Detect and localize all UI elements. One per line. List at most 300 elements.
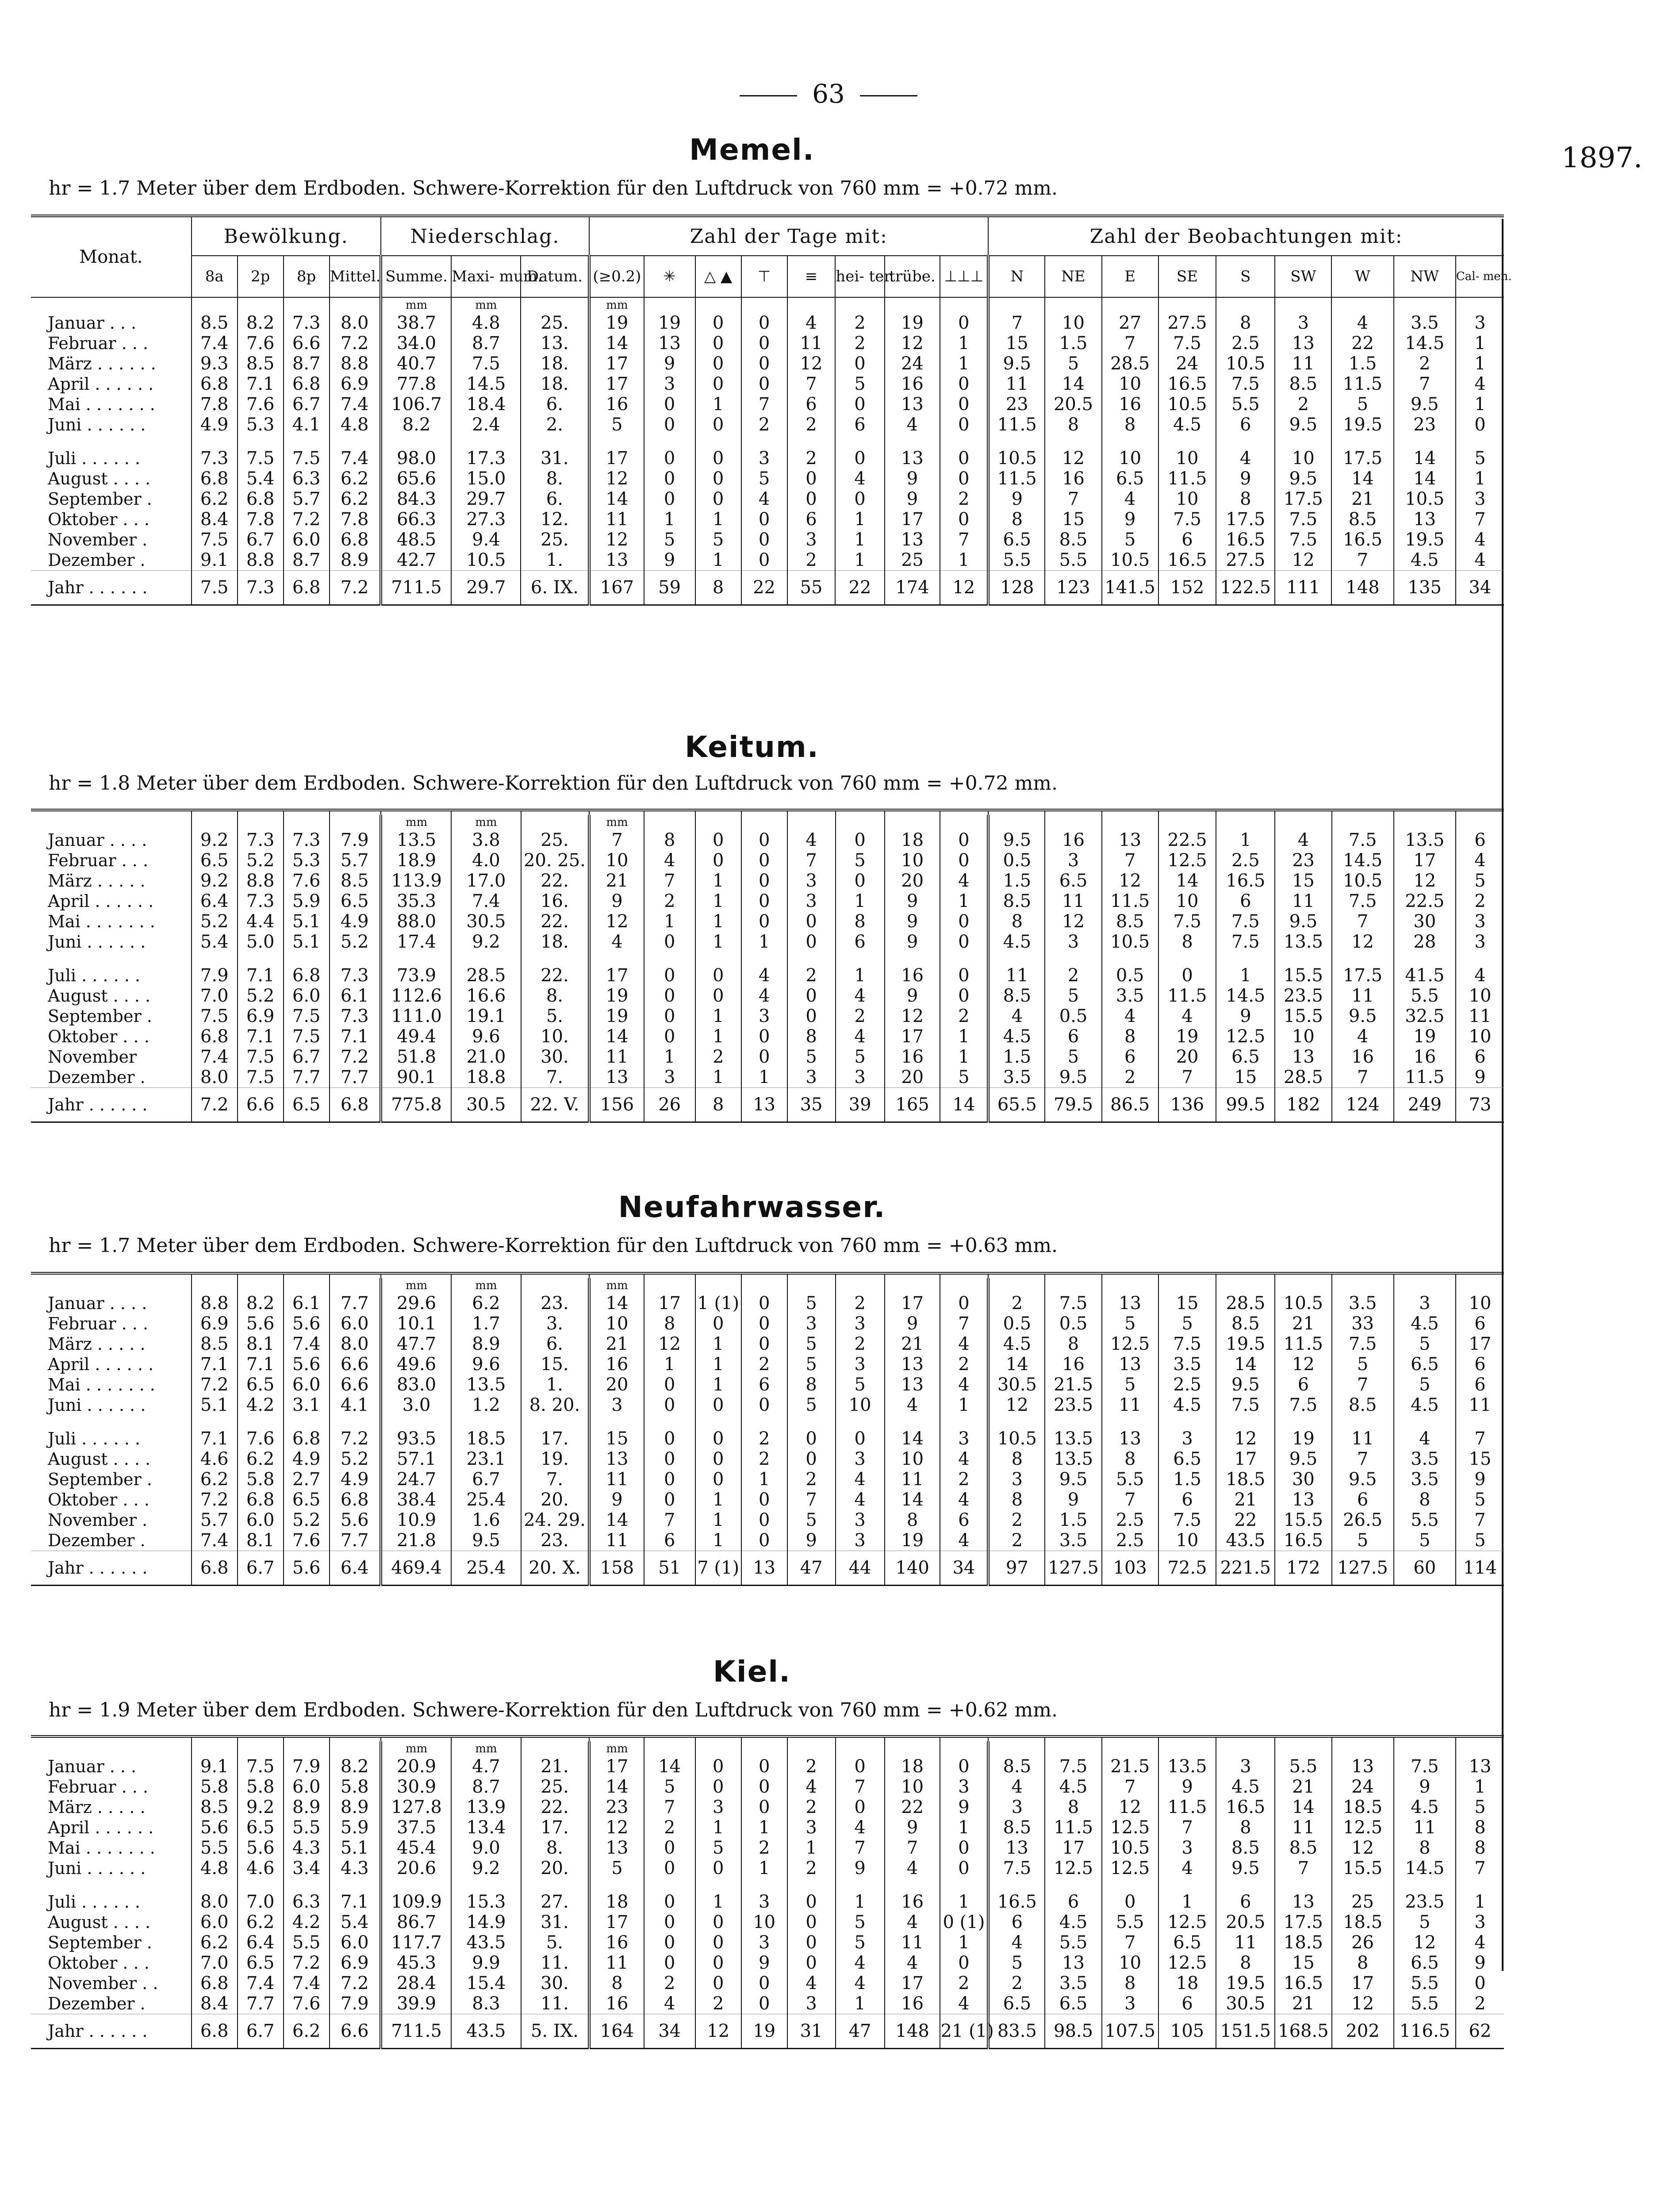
value-cell: 4 <box>940 1449 988 1469</box>
value-cell: 49.6 <box>381 1354 452 1375</box>
value-cell: 10.5 <box>1394 489 1456 509</box>
value-cell: 12 <box>589 530 644 550</box>
value-cell: 14.5 <box>1394 333 1456 353</box>
value-cell: 3 <box>1045 932 1101 952</box>
value-cell: 7.6 <box>238 333 284 353</box>
value-cell: 22.5 <box>1158 830 1216 850</box>
value-cell: 7 <box>1102 333 1158 353</box>
value-cell: 72.5 <box>1158 1551 1216 1586</box>
value-cell: 15.0 <box>451 469 521 489</box>
value-cell: 8.4 <box>192 509 238 530</box>
month-row <box>31 1375 1504 1395</box>
spacer-cell <box>330 1415 381 1429</box>
value-cell: 3 <box>988 1469 1045 1490</box>
value-cell: 9 <box>885 469 940 489</box>
value-cell: 0 <box>940 394 988 415</box>
value-cell: 8 <box>1332 1953 1394 1973</box>
value-cell: 27 <box>1102 313 1158 333</box>
value-cell: 148 <box>1331 571 1393 605</box>
value-cell: 0 <box>835 394 884 415</box>
value-cell: 6.6 <box>330 2014 381 2049</box>
value-cell: 5.8 <box>330 1777 381 1797</box>
value-cell: 1 <box>940 1892 988 1912</box>
value-cell: 136 <box>1158 1088 1216 1122</box>
value-cell: 19.5 <box>1331 415 1393 435</box>
value-cell: 2 <box>787 415 836 435</box>
header-wind-nw: NW <box>1394 256 1456 297</box>
value-cell: 0 <box>644 1932 695 1953</box>
value-cell: 0 <box>644 394 695 415</box>
value-cell: 6.0 <box>238 1510 284 1530</box>
value-cell: 2 <box>1102 1067 1158 1088</box>
value-cell: 1.5 <box>988 871 1045 891</box>
value-cell: 0 <box>695 830 741 850</box>
value-cell: 167 <box>589 571 644 605</box>
spacer-cell <box>1158 435 1216 448</box>
value-cell: 0 <box>787 1429 836 1449</box>
value-cell: 12.5 <box>1216 1026 1275 1047</box>
value-cell: 23 <box>1275 850 1331 871</box>
value-cell: 34 <box>644 2014 695 2049</box>
value-cell: 3.0 <box>381 1395 452 1415</box>
value-cell: 0 <box>940 469 988 489</box>
value-cell: 35 <box>787 1088 836 1122</box>
value-cell: 12 <box>589 1817 644 1838</box>
value-cell: 6.2 <box>238 1449 284 1469</box>
unit-cell <box>330 1278 381 1293</box>
value-cell: 16 <box>1045 1354 1101 1375</box>
value-cell: 3 <box>836 1313 885 1334</box>
value-cell: 20.5 <box>1216 1912 1275 1932</box>
header-wind-sw: SW <box>1275 256 1331 297</box>
spacer-cell <box>1456 1878 1504 1892</box>
value-cell: 8 <box>988 1449 1045 1469</box>
value-cell: 5 <box>1394 1375 1456 1395</box>
spacer-cell <box>988 952 1045 965</box>
value-cell: 3 <box>836 1449 885 1469</box>
value-cell: 174 <box>885 571 940 605</box>
value-cell: 0 <box>644 415 695 435</box>
value-cell: 3 <box>1102 1993 1158 2014</box>
header-rule <box>695 1736 741 1741</box>
spacer-cell <box>330 1878 381 1892</box>
value-cell: 6.5 <box>988 1993 1045 2014</box>
value-cell: 2 <box>988 1510 1045 1530</box>
value-cell: 7.5 <box>1275 1395 1331 1415</box>
unit-cell: mm <box>381 815 452 830</box>
value-cell: 3 <box>1216 1756 1275 1777</box>
value-cell: 7.5 <box>284 1006 330 1026</box>
value-cell: 20.9 <box>381 1756 452 1777</box>
unit-cell: mm <box>451 1278 521 1293</box>
value-cell: 0 <box>695 986 741 1006</box>
header-rule <box>885 1736 940 1741</box>
value-cell: 7.9 <box>330 830 381 850</box>
value-cell: 19.5 <box>1216 1334 1275 1354</box>
value-cell: 8 <box>787 1026 836 1047</box>
month-row <box>31 313 1504 333</box>
value-cell: 6.0 <box>330 1932 381 1953</box>
unit-cell <box>192 297 238 313</box>
spacer-cell <box>284 952 330 965</box>
value-cell: 6.8 <box>330 530 381 550</box>
value-cell: 43.5 <box>1216 1530 1275 1551</box>
value-cell: 8.2 <box>381 415 452 435</box>
value-cell: 4 <box>787 1777 836 1797</box>
spacer-cell <box>1216 435 1275 448</box>
month-label: September . <box>48 489 152 509</box>
month-row <box>31 374 1504 394</box>
value-cell: 7.7 <box>284 1067 330 1088</box>
value-cell: 19. <box>521 1449 590 1469</box>
value-cell: 25 <box>1332 1892 1394 1912</box>
value-cell: 6.0 <box>284 986 330 1006</box>
value-cell: 25. <box>521 530 589 550</box>
value-cell: 14 <box>589 333 644 353</box>
value-cell: 13 <box>741 1088 787 1122</box>
spacer-cell <box>1332 952 1394 965</box>
value-cell: 11.5 <box>1158 1797 1216 1817</box>
value-cell: 13 <box>885 1354 940 1375</box>
value-cell: 5 <box>1394 1334 1456 1354</box>
header-rule <box>192 1273 238 1278</box>
value-cell: 14 <box>589 1777 644 1797</box>
value-cell: 12 <box>1332 1838 1394 1858</box>
value-cell: 7.5 <box>1158 509 1216 530</box>
station-table <box>31 1272 1504 1586</box>
spacer-cell <box>1456 1415 1504 1429</box>
spacer-cell <box>589 435 644 448</box>
value-cell: 8.7 <box>451 333 521 353</box>
value-cell: 28.5 <box>1275 1067 1331 1088</box>
value-cell: 5 <box>1102 1375 1158 1395</box>
spacer-cell <box>192 1415 238 1429</box>
unit-cell <box>192 1278 238 1293</box>
value-cell: 12 <box>1045 911 1101 932</box>
station-table <box>31 809 1504 1123</box>
spacer-cell <box>192 1878 238 1892</box>
value-cell: 17 <box>885 509 940 530</box>
unit-cell <box>1456 297 1504 313</box>
month-row <box>31 1932 1504 1953</box>
value-cell: 16 <box>589 1993 644 2014</box>
value-cell: 16 <box>885 1993 940 2014</box>
value-cell: 18. <box>521 353 589 374</box>
value-cell: 5.2 <box>330 1449 381 1469</box>
value-cell: 11. <box>521 1953 590 1973</box>
value-cell: 156 <box>589 1088 644 1122</box>
value-cell: 13 <box>1102 1293 1158 1313</box>
value-cell: 8 <box>695 571 741 605</box>
value-cell: 2.4 <box>451 415 521 435</box>
month-row <box>31 1817 1504 1838</box>
value-cell: 4 <box>741 489 787 509</box>
value-cell: 24. 29. <box>521 1510 590 1530</box>
unit-cell <box>284 815 330 830</box>
value-cell: 8.0 <box>192 1892 238 1912</box>
value-cell: 1.5 <box>988 1047 1045 1067</box>
value-cell: 13 <box>741 1551 787 1586</box>
value-cell: 1 <box>695 911 741 932</box>
value-cell: 9 <box>1216 1006 1275 1026</box>
value-cell: 5.1 <box>284 911 330 932</box>
month-label: März . . . . . <box>48 1334 146 1354</box>
month-label: März . . . . . <box>48 871 146 891</box>
value-cell: 20. <box>521 1490 590 1510</box>
value-cell: 13 <box>1332 1756 1394 1777</box>
value-cell: 11 <box>1394 1817 1456 1838</box>
value-cell: 1 <box>741 1469 787 1490</box>
value-cell: 7.1 <box>238 1354 284 1375</box>
value-cell: 3 <box>1394 1293 1456 1313</box>
spacer-cell <box>787 1415 836 1429</box>
value-cell: 7.2 <box>284 1953 330 1973</box>
header-datum: Datum. <box>521 256 589 297</box>
value-cell: 18.4 <box>451 394 521 415</box>
value-cell: 0 <box>741 1797 787 1817</box>
value-cell: 17 <box>885 1973 940 1993</box>
value-cell: 8.5 <box>1332 1395 1394 1415</box>
value-cell: 16.5 <box>1216 530 1275 550</box>
value-cell: 1. <box>521 550 589 571</box>
value-cell: 9 <box>589 891 644 911</box>
value-cell: 16 <box>885 1892 940 1912</box>
station-title: Kiel. <box>713 1655 791 1689</box>
month-label: November . . <box>48 1974 158 1993</box>
value-cell: 12 <box>988 1395 1045 1415</box>
value-cell: 2 <box>835 333 884 353</box>
value-cell: 0 <box>940 965 988 986</box>
value-cell: 14 <box>589 1293 644 1313</box>
value-cell: 27. <box>521 1892 590 1912</box>
value-cell: 14 <box>1394 448 1456 469</box>
value-cell: 5.8 <box>192 1777 238 1797</box>
value-cell: 10. <box>521 1026 590 1047</box>
value-cell: 7 (1) <box>695 1551 741 1586</box>
value-cell: 21 <box>1216 1490 1275 1510</box>
spacer-cell <box>451 952 521 965</box>
header-rule <box>1216 810 1275 815</box>
month-label: Juni . . . . . . <box>48 932 146 952</box>
value-cell: 9.5 <box>1275 469 1331 489</box>
value-cell: 7.5 <box>284 448 330 469</box>
value-cell: 0 <box>940 1756 988 1777</box>
value-cell: 114 <box>1456 1551 1504 1586</box>
value-cell: 7 <box>836 1777 885 1797</box>
year: 1897. <box>1561 142 1643 174</box>
value-cell: 0 <box>741 374 787 394</box>
value-cell: 21 <box>1331 489 1393 509</box>
value-cell: 2 <box>1275 394 1331 415</box>
value-cell: 31. <box>521 448 589 469</box>
value-cell: 10 <box>741 1912 787 1932</box>
value-cell: 6.7 <box>284 394 330 415</box>
header-rule <box>885 1273 940 1278</box>
header-rule <box>1158 1736 1216 1741</box>
value-cell: 5.6 <box>192 1817 238 1838</box>
value-cell: 0 <box>741 1395 787 1415</box>
value-cell: 16 <box>589 394 644 415</box>
value-cell: 10 <box>1158 448 1216 469</box>
value-cell: 1 <box>940 891 988 911</box>
month-row <box>31 509 1504 530</box>
value-cell: 10 <box>1456 1026 1504 1047</box>
value-cell: 19.5 <box>1394 530 1456 550</box>
month-label: November <box>48 1047 137 1067</box>
value-cell: 9 <box>885 986 940 1006</box>
value-cell: 22. <box>521 965 590 986</box>
spacer-cell <box>1045 1878 1101 1892</box>
value-cell: 7.3 <box>238 571 284 605</box>
value-cell: 57.1 <box>381 1449 452 1469</box>
unit-cell <box>1158 815 1216 830</box>
value-cell: 6. <box>521 394 589 415</box>
value-cell: 1 <box>940 550 988 571</box>
value-cell: 140 <box>885 1551 940 1586</box>
value-cell: 25. <box>521 1777 590 1797</box>
value-cell: 469.4 <box>381 1551 452 1586</box>
value-cell: 5.6 <box>330 1510 381 1530</box>
value-cell: 4 <box>1216 448 1275 469</box>
value-cell: 6.9 <box>238 1006 284 1026</box>
value-cell: 2 <box>1394 353 1456 374</box>
header-niederschlagstage: (≥0.2) <box>589 256 644 297</box>
value-cell: 4.0 <box>451 850 521 871</box>
header-summe: Summe. <box>381 256 452 297</box>
value-cell: 18.5 <box>1216 1469 1275 1490</box>
value-cell: 6.0 <box>284 1777 330 1797</box>
value-cell: 22 <box>1331 333 1393 353</box>
value-cell: 98.0 <box>381 448 452 469</box>
value-cell: 1 <box>695 394 741 415</box>
value-cell: 11 <box>589 1047 644 1067</box>
value-cell: 107.5 <box>1102 2014 1158 2049</box>
value-cell: 0 <box>695 1932 741 1953</box>
month-label: Juli . . . . . . <box>48 449 140 468</box>
value-cell: 3 <box>940 1429 988 1449</box>
value-cell: 0 <box>1456 415 1504 435</box>
value-cell: 11.5 <box>1394 1067 1456 1088</box>
value-cell: 17 <box>589 374 644 394</box>
value-cell: 1 <box>695 1510 741 1530</box>
header-zahl-beob: Zahl der Beobachtungen mit: <box>988 216 1504 256</box>
value-cell: 0 <box>741 530 787 550</box>
value-cell: 0 <box>644 1838 695 1858</box>
value-cell: 7.5 <box>1216 1395 1275 1415</box>
value-cell: 1 <box>741 1858 787 1878</box>
value-cell: 45.3 <box>381 1953 452 1973</box>
value-cell: 5. <box>521 1932 590 1953</box>
value-cell: 1 <box>695 1067 741 1088</box>
header-rule <box>940 1736 988 1741</box>
value-cell: 0 <box>695 333 741 353</box>
spacer-cell <box>787 435 836 448</box>
value-cell: 6.8 <box>330 1088 381 1122</box>
unit-cell <box>695 1278 741 1293</box>
value-cell: 8.7 <box>284 353 330 374</box>
unit-cell <box>988 1278 1045 1293</box>
value-cell: 4.5 <box>1394 1313 1456 1334</box>
value-cell: 7.3 <box>192 448 238 469</box>
header-rule <box>1045 1736 1101 1741</box>
spacer-cell <box>330 435 381 448</box>
value-cell: 97 <box>988 1551 1045 1586</box>
value-cell: 5 <box>644 1777 695 1797</box>
value-cell: 5.5 <box>1394 1993 1456 2014</box>
value-cell: 6.9 <box>192 1313 238 1334</box>
value-cell: 7 <box>1275 1858 1331 1878</box>
value-cell: 4.5 <box>1045 1912 1101 1932</box>
value-cell: 27.5 <box>1158 313 1216 333</box>
month-row <box>31 911 1504 932</box>
value-cell: 6.8 <box>192 469 238 489</box>
value-cell: 12 <box>940 571 988 605</box>
value-cell: 2.5 <box>1216 850 1275 871</box>
value-cell: 4 <box>644 850 695 871</box>
value-cell: 0 <box>741 1313 787 1334</box>
value-cell: 99.5 <box>1216 1088 1275 1122</box>
unit-cell <box>885 297 940 313</box>
value-cell: 1 <box>695 1006 741 1026</box>
spacer-cell <box>451 1415 521 1429</box>
value-cell: 9 <box>885 1817 940 1838</box>
month-label: Oktober . . . <box>48 510 150 529</box>
spacer-cell <box>885 952 940 965</box>
value-cell: 151.5 <box>1216 2014 1275 2049</box>
value-cell: 14.5 <box>451 374 521 394</box>
value-cell: 7 <box>1102 1932 1158 1953</box>
header-rule <box>644 1273 695 1278</box>
value-cell: 5.6 <box>284 1354 330 1375</box>
value-cell: 8.7 <box>284 550 330 571</box>
value-cell: 5.3 <box>284 850 330 871</box>
value-cell: 0 <box>940 1953 988 1973</box>
value-cell: 111.0 <box>381 1006 452 1026</box>
value-cell: 7.4 <box>192 1047 238 1067</box>
value-cell: 17 <box>1394 850 1456 871</box>
value-cell: 8. <box>521 469 589 489</box>
value-cell: 5.4 <box>192 932 238 952</box>
value-cell: 4 <box>940 1993 988 2014</box>
value-cell: 1 <box>644 1354 695 1375</box>
value-cell: 158 <box>589 1551 644 1586</box>
value-cell: 8 <box>1394 1490 1456 1510</box>
value-cell: 6 <box>1456 830 1504 850</box>
value-cell: 15.4 <box>451 1973 521 1993</box>
value-cell: 117.7 <box>381 1932 452 1953</box>
value-cell: 123 <box>1045 571 1101 605</box>
spacer-cell <box>644 952 695 965</box>
value-cell: 8.5 <box>988 1756 1045 1777</box>
month-row <box>31 1354 1504 1375</box>
unit-cell <box>31 815 192 830</box>
unit-cell <box>1332 1278 1394 1293</box>
value-cell: 7.5 <box>238 1047 284 1067</box>
value-cell: 5.0 <box>238 932 284 952</box>
value-cell: 12.5 <box>1158 1912 1216 1932</box>
value-cell: 775.8 <box>381 1088 452 1122</box>
value-cell: 9.2 <box>451 932 521 952</box>
value-cell: 18 <box>1158 1973 1216 1993</box>
value-cell: 8.5 <box>192 1334 238 1354</box>
value-cell: 27.5 <box>1216 550 1275 571</box>
value-cell: 12. <box>521 509 589 530</box>
value-cell: 13. <box>521 333 589 353</box>
value-cell: 9.1 <box>192 1756 238 1777</box>
value-cell: 12.5 <box>1102 1817 1158 1838</box>
header-wind-s: S <box>1216 256 1275 297</box>
month-row <box>31 448 1504 469</box>
